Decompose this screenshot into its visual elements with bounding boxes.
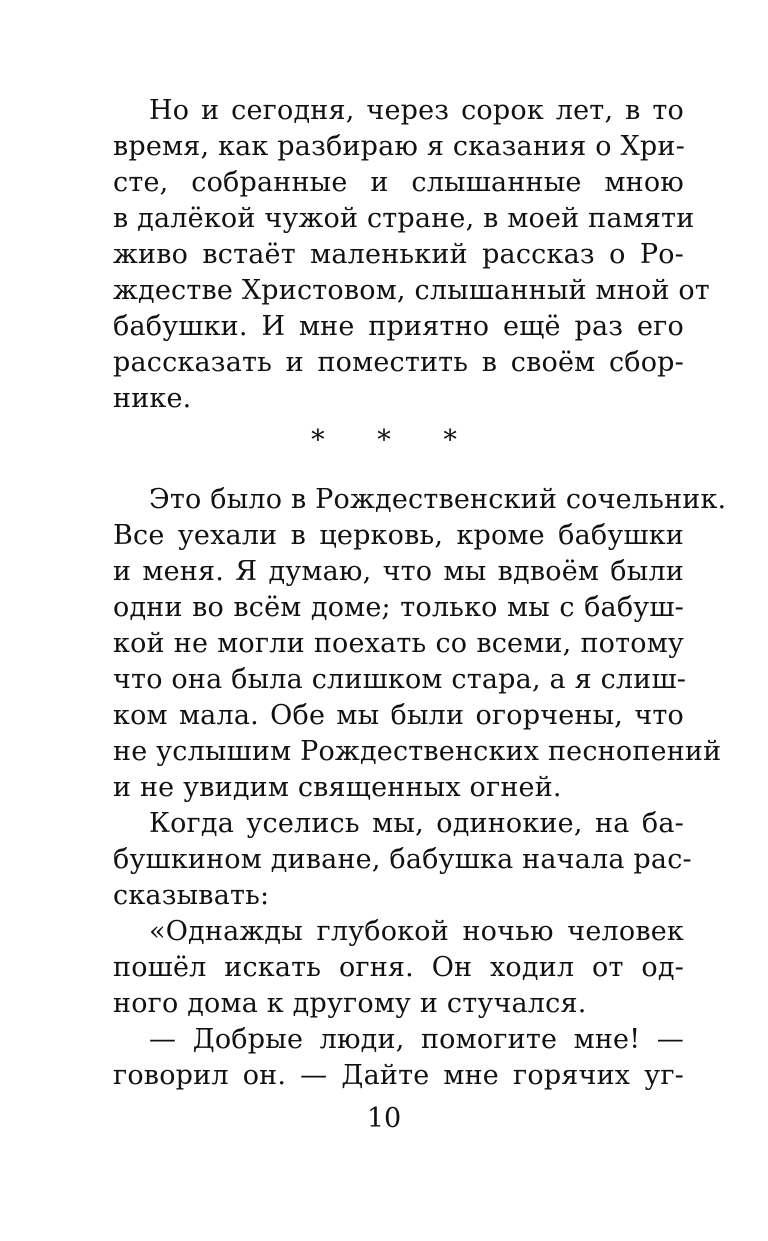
paragraph-1 [113,93,710,417]
text-line: — Добрые люди, помогите мне! — [149,1024,684,1055]
text-line: ного дома к другому и стучался. [113,988,587,1019]
text-line: одни во всём доме; только мы с бабуш- [113,592,684,623]
text-line: Но и сегодня, через сорок лет, в то [149,95,684,126]
text-line: Это было в Рождественский сочельник. [149,484,727,515]
page-number: 10 [366,1103,402,1134]
text-line: ждестве Христовом, слышанный мной от [113,275,710,306]
text-line: время, как разбираю я сказания о Хри- [113,131,685,162]
text-line: Когда уселись мы, одинокие, на ба- [149,808,684,839]
section-separator: * * * [311,425,479,456]
text-line: сказывать: [113,880,270,911]
text-line: и не увидим священных огней. [113,772,562,803]
text-line: не услышим Рождественских песнопений [113,736,722,767]
text-line: нике. [113,383,192,414]
text-line: в далёкой чужой стране, в моей памяти [113,203,695,234]
text-line: живо встаёт маленький рассказ о Ро- [113,239,684,270]
text-line: ком мала. Обе мы были огорчены, что [113,700,684,731]
text-line: кой не могли поехать со всеми, потому [113,628,684,659]
text-line: рассказать и поместить в своём сбор- [113,347,684,378]
text-line: «Однажды глубокой ночью человек [149,916,684,947]
text-line: пошёл искать огня. Он ходил от од- [113,952,684,983]
text-line: что она была слишком стара, а я слиш- [113,664,687,695]
section-2 [113,482,727,1094]
text-line: сте, собранные и слышанные мною [113,167,684,198]
text-line: бушкином диване, бабушка начала рас- [113,844,692,875]
text-line: Все уехали в церковь, кроме бабушки [113,520,684,551]
text-line: и меня. Я думаю, что мы вдвоём были [113,556,684,587]
text-line: говорил он. — Дайте мне горячих уг- [113,1060,684,1091]
text-line: бабушки. И мне приятно ещё раз его [113,311,684,342]
